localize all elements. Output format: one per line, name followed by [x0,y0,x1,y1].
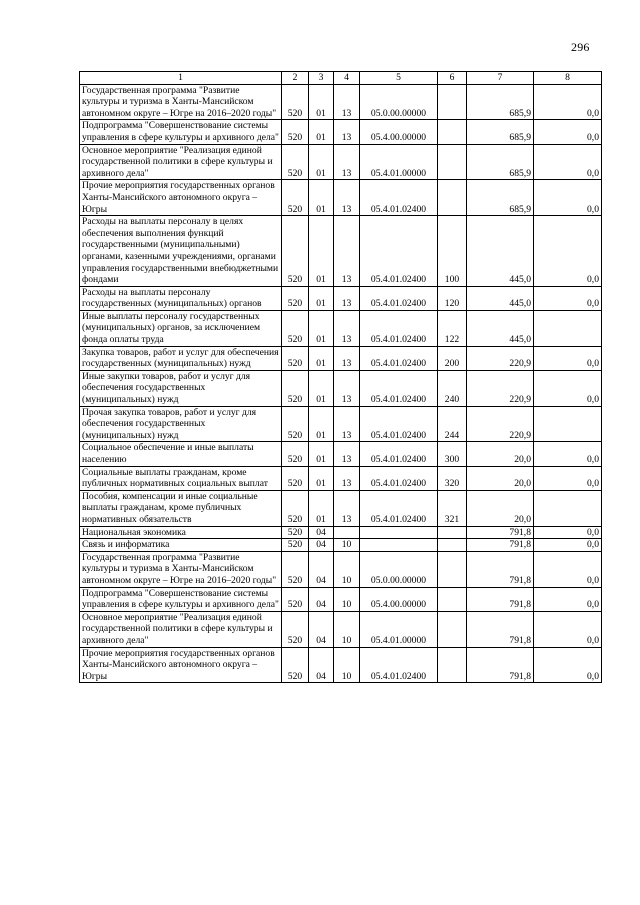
cell-code-3: 04 [309,551,334,587]
cell-description: Основное мероприятие "Реализация единой государственной политики в сфере культуры и архивного дела" [80,611,282,647]
cell-expense-type [438,647,467,683]
column-header-3: 3 [309,72,334,85]
cell-code-2: 520 [282,310,309,346]
cell-description: Национальная экономика [80,526,282,539]
cell-code-3: 01 [309,216,334,287]
cell-code-4: 13 [334,180,360,216]
cell-amount-8: 0,0 [534,466,602,490]
cell-expense-type: 244 [438,406,467,442]
cell-amount-7: 791,8 [467,526,534,539]
cell-code-2: 520 [282,406,309,442]
cell-code-4: 13 [334,466,360,490]
table-row [80,466,602,490]
cell-description: Прочие мероприятия государственных органов Ханты-Мансийского автономного округа – Югры [80,647,282,683]
cell-code-2: 520 [282,180,309,216]
cell-expense-type [438,551,467,587]
cell-amount-8: 0,0 [534,120,602,144]
table-row [80,551,602,587]
cell-amount-7: 791,8 [467,539,534,552]
table-row [80,216,602,287]
cell-code-4: 10 [334,587,360,611]
cell-code-3: 01 [309,406,334,442]
cell-code-2: 520 [282,466,309,490]
cell-code-2: 520 [282,539,309,552]
cell-code-4: 10 [334,539,360,552]
column-header-6: 6 [438,72,467,85]
budget-table [79,71,602,683]
cell-description: Государственная программа "Развитие культуры и туризма в Ханты-Мансийском автономном округе – Югре на 2016–2020 годы" [80,551,282,587]
cell-amount-7: 20,0 [467,466,534,490]
cell-description: Расходы на выплаты персоналу в целях обеспечения выполнения функций государственными (муниципальными) органами, казенными учреждениями, органами управления государственными внебюджетными фондами [80,216,282,287]
column-header-2: 2 [282,72,309,85]
cell-code-3: 04 [309,587,334,611]
column-header-8: 8 [534,72,602,85]
cell-amount-7: 445,0 [467,216,534,287]
cell-code-3: 04 [309,526,334,539]
cell-expense-type: 200 [438,346,467,370]
cell-code-2: 520 [282,611,309,647]
table-row [80,647,602,683]
cell-expense-type: 320 [438,466,467,490]
cell-expense-type [438,587,467,611]
cell-code-4: 13 [334,286,360,310]
table-row [80,611,602,647]
table-row [80,310,602,346]
cell-code-2: 520 [282,647,309,683]
header-row [80,72,602,85]
cell-code-4: 13 [334,346,360,370]
cell-amount-7: 20,0 [467,490,534,526]
cell-amount-7: 445,0 [467,310,534,346]
cell-code-2: 520 [282,346,309,370]
cell-expense-type [438,144,467,180]
cell-code-2: 520 [282,286,309,310]
cell-expense-type [438,180,467,216]
cell-amount-8: 0,0 [534,526,602,539]
cell-amount-7: 220,9 [467,406,534,442]
cell-description: Иные закупки товаров, работ и услуг для обеспечения государственных (муниципальных) нужд [80,370,282,406]
cell-expense-type: 300 [438,442,467,466]
cell-code-2: 520 [282,144,309,180]
cell-code-4: 10 [334,551,360,587]
cell-amount-8: 0,0 [534,611,602,647]
cell-expense-type: 240 [438,370,467,406]
cell-description: Прочая закупка товаров, работ и услуг для обеспечения государственных (муниципальных) нужд [80,406,282,442]
cell-code-3: 01 [309,442,334,466]
cell-amount-7: 791,8 [467,647,534,683]
cell-target-article: 05.4.01.02400 [360,346,438,370]
table-row [80,346,602,370]
table-body [80,84,602,683]
cell-amount-8: 0,0 [534,587,602,611]
table-row [80,370,602,406]
cell-target-article: 05.0.00.00000 [360,551,438,587]
cell-code-2: 520 [282,370,309,406]
cell-target-article: 05.4.01.02400 [360,406,438,442]
cell-code-3: 01 [309,490,334,526]
cell-amount-7: 220,9 [467,346,534,370]
cell-code-3: 01 [309,370,334,406]
cell-target-article: 05.4.01.00000 [360,611,438,647]
cell-expense-type: 120 [438,286,467,310]
cell-code-3: 01 [309,84,334,120]
cell-amount-8: 0,0 [534,370,602,406]
cell-code-4: 13 [334,310,360,346]
cell-amount-7: 791,8 [467,587,534,611]
cell-expense-type [438,611,467,647]
cell-expense-type [438,526,467,539]
cell-code-2: 520 [282,442,309,466]
cell-amount-8: 0,0 [534,84,602,120]
cell-code-4: 13 [334,120,360,144]
cell-expense-type: 122 [438,310,467,346]
table-row [80,144,602,180]
table-row [80,539,602,552]
cell-description: Подпрограмма "Совершенствование системы управления в сфере культуры и архивного дела" [80,120,282,144]
cell-amount-7: 685,9 [467,180,534,216]
table-row [80,526,602,539]
cell-description: Социальные выплаты гражданам, кроме публичных нормативных социальных выплат [80,466,282,490]
cell-description: Закупка товаров, работ и услуг для обеспечения государственных (муниципальных) нужд [80,346,282,370]
cell-amount-8: 0,0 [534,346,602,370]
cell-description: Расходы на выплаты персоналу государственных (муниципальных) органов [80,286,282,310]
cell-expense-type [438,84,467,120]
cell-target-article: 05.4.01.02400 [360,370,438,406]
cell-amount-8 [534,490,602,526]
cell-amount-7: 685,9 [467,120,534,144]
cell-amount-7: 685,9 [467,144,534,180]
cell-target-article [360,526,438,539]
cell-code-2: 520 [282,216,309,287]
cell-target-article: 05.4.01.02400 [360,180,438,216]
cell-code-3: 04 [309,539,334,552]
cell-amount-8 [534,406,602,442]
cell-code-3: 04 [309,647,334,683]
cell-description: Связь и информатика [80,539,282,552]
cell-target-article [360,539,438,552]
cell-amount-7: 791,8 [467,551,534,587]
cell-code-4: 10 [334,611,360,647]
cell-code-3: 01 [309,310,334,346]
cell-description: Подпрограмма "Совершенствование системы управления в сфере культуры и архивного дела" [80,587,282,611]
cell-amount-8: 0,0 [534,180,602,216]
cell-description: Основное мероприятие "Реализация единой государственной политики в сфере культуры и архивного дела" [80,144,282,180]
cell-description: Социальное обеспечение и иные выплаты населению [80,442,282,466]
cell-code-2: 520 [282,490,309,526]
cell-target-article: 05.4.01.02400 [360,216,438,287]
cell-description: Прочие мероприятия государственных органов Ханты-Мансийского автономного округа – Югры [80,180,282,216]
cell-target-article: 05.4.01.02400 [360,442,438,466]
table-row [80,180,602,216]
cell-code-4: 13 [334,442,360,466]
cell-target-article: 05.4.01.02400 [360,310,438,346]
column-header-7: 7 [467,72,534,85]
cell-target-article: 05.4.01.02400 [360,286,438,310]
cell-description: Государственная программа "Развитие культуры и туризма в Ханты-Мансийском автономном округе – Югре на 2016–2020 годы" [80,84,282,120]
table-row [80,286,602,310]
cell-code-3: 01 [309,346,334,370]
cell-code-2: 520 [282,120,309,144]
cell-code-4: 13 [334,370,360,406]
cell-amount-8: 0,0 [534,216,602,287]
cell-expense-type: 321 [438,490,467,526]
cell-code-4: 13 [334,84,360,120]
cell-target-article: 05.4.01.02400 [360,647,438,683]
cell-description: Иные выплаты персоналу государственных (муниципальных) органов, за исключением фонда оплаты труда [80,310,282,346]
table-row [80,120,602,144]
cell-code-2: 520 [282,84,309,120]
table-row [80,587,602,611]
cell-target-article: 05.0.00.00000 [360,84,438,120]
cell-code-3: 01 [309,120,334,144]
cell-code-3: 01 [309,466,334,490]
cell-amount-8 [534,310,602,346]
cell-code-4: 13 [334,144,360,180]
cell-target-article: 05.4.01.02400 [360,490,438,526]
cell-amount-8: 0,0 [534,286,602,310]
cell-amount-7: 791,8 [467,611,534,647]
table-header [80,72,602,85]
cell-expense-type [438,539,467,552]
cell-target-article: 05.4.00.00000 [360,120,438,144]
cell-code-3: 04 [309,611,334,647]
cell-code-2: 520 [282,526,309,539]
cell-expense-type [438,120,467,144]
cell-amount-8: 0,0 [534,144,602,180]
cell-expense-type: 100 [438,216,467,287]
cell-target-article: 05.4.00.00000 [360,587,438,611]
column-header-1: 1 [80,72,282,85]
cell-code-3: 01 [309,144,334,180]
table-row [80,442,602,466]
cell-amount-7: 220,9 [467,370,534,406]
table-row [80,490,602,526]
cell-amount-8: 0,0 [534,539,602,552]
cell-code-4 [334,526,360,539]
cell-target-article: 05.4.01.00000 [360,144,438,180]
cell-code-4: 13 [334,490,360,526]
cell-code-3: 01 [309,286,334,310]
cell-code-3: 01 [309,180,334,216]
column-header-4: 4 [334,72,360,85]
cell-amount-8: 0,0 [534,442,602,466]
table-row [80,406,602,442]
cell-code-4: 13 [334,406,360,442]
cell-amount-8: 0,0 [534,551,602,587]
cell-code-4: 10 [334,647,360,683]
cell-code-2: 520 [282,587,309,611]
cell-amount-8: 0,0 [534,647,602,683]
page-number: 296 [571,40,590,54]
cell-amount-7: 445,0 [467,286,534,310]
column-header-5: 5 [360,72,438,85]
cell-code-2: 520 [282,551,309,587]
cell-code-4: 13 [334,216,360,287]
cell-description: Пособия, компенсации и иные социальные выплаты гражданам, кроме публичных нормативных обязательств [80,490,282,526]
cell-amount-7: 685,9 [467,84,534,120]
table-row [80,84,602,120]
cell-target-article: 05.4.01.02400 [360,466,438,490]
cell-amount-7: 20,0 [467,442,534,466]
